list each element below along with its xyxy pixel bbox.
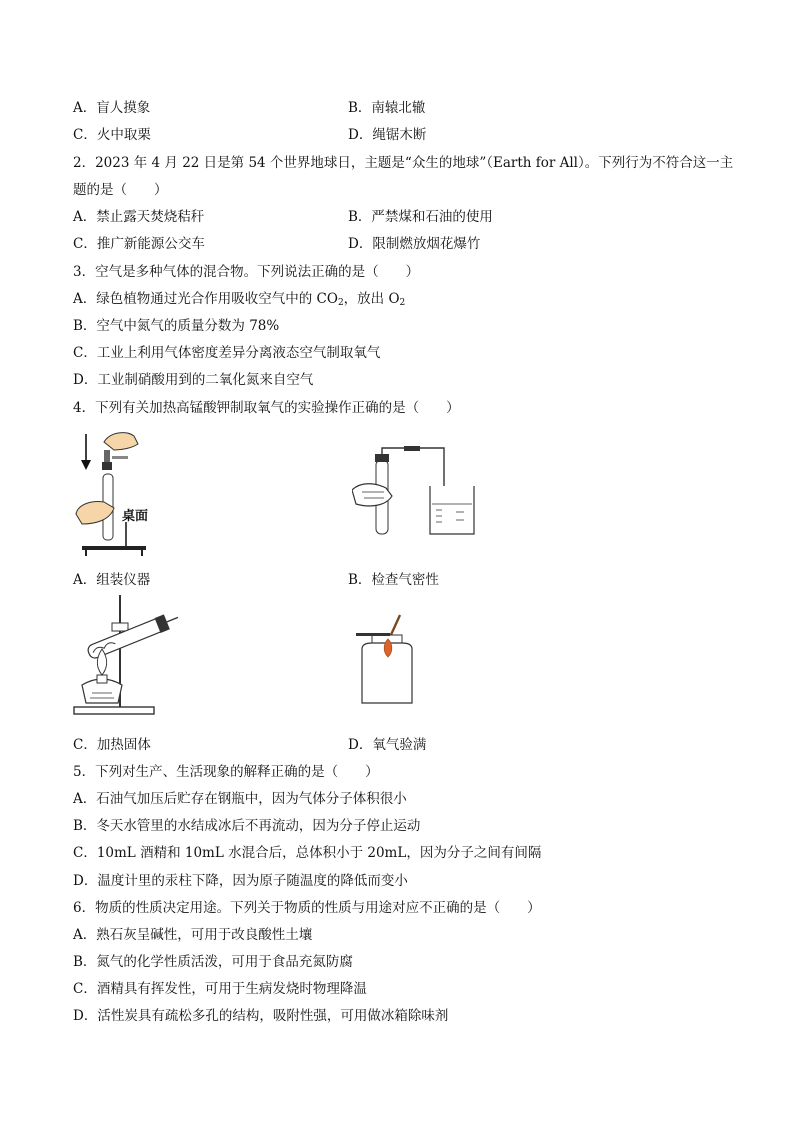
q2-option-d: D．限制燃放烟花爆竹 [348, 236, 481, 252]
q1-option-c: C．火中取栗 [73, 127, 151, 143]
q5-option-b: B．冬天水管里的水结成冰后不再流动，因为分子停止运动 [73, 818, 421, 834]
q4-option-b: B．检查气密性 [348, 572, 439, 588]
q6-option-c: C．酒精具有挥发性，可用于生病发烧时物理降温 [73, 981, 367, 997]
q3-stem: 3．空气是多种气体的混合物。下列说法正确的是（ ） [73, 264, 420, 280]
q6-stem: 6．物质的性质决定用途。下列关于物质的性质与用途对应不正确的是（ ） [73, 900, 541, 916]
figure-check-airtightness [352, 446, 480, 538]
figure-assemble-apparatus [74, 428, 154, 556]
q1-option-b: B．南辕北辙 [348, 100, 426, 116]
q1-option-d: D．绳锯木断 [348, 127, 427, 143]
q6-option-a: A．熟石灰呈碱性，可用于改良酸性土壤 [73, 927, 313, 943]
q4-option-d: D．氧气验满 [348, 737, 427, 753]
q2-stem-line2: 题的是（ ） [73, 182, 168, 198]
q6-option-b: B．氮气的化学性质活泼，可用于食品充氮防腐 [73, 954, 353, 970]
q3-option-b: B．空气中氮气的质量分数为 78% [73, 318, 280, 334]
q6-option-d: D．活性炭具有疏松多孔的结构，吸附性强，可用做冰箱除味剂 [73, 1008, 449, 1024]
q5-option-d: D．温度计里的汞柱下降，因为原子随温度的降低而变小 [73, 873, 408, 889]
desk-label: 桌面 [122, 509, 149, 524]
q4-stem: 4．下列有关加热高锰酸钾制取氧气的实验操作正确的是（ ） [73, 400, 460, 416]
q3-option-a: A．绿色植物通过光合作用吸收空气中的 $CO_2$，放出 $O_2$ [73, 291, 406, 308]
q3-option-d: D．工业制硝酸用到的二氧化氮来自空气 [73, 372, 314, 388]
q2-option-a: A．禁止露天焚烧秸秆 [73, 209, 205, 225]
q4-option-a: A．组装仪器 [73, 572, 151, 588]
figure-heat-solid [72, 593, 184, 719]
q2-option-c: C．推广新能源公交车 [73, 236, 205, 252]
q2-option-b: B．严禁煤和石油的使用 [348, 209, 493, 225]
q4-option-c: C．加热固体 [73, 737, 151, 753]
figure-oxygen-full-test [356, 613, 420, 707]
q3-option-c: C．工业上利用气体密度差异分离液态空气制取氧气 [73, 345, 381, 361]
q1-option-a: A．盲人摸象 [73, 100, 151, 116]
q5-option-a: A．石油气加压后贮存在钢瓶中，因为气体分子体积很小 [73, 791, 407, 807]
q2-stem-line1: 2．2023 年 4 月 22 日是第 54 个世界地球日，主题是“众生的地球”（Earth for All）。下列行为不符合这一主 [73, 155, 734, 171]
q5-option-c: C．10mL 酒精和 10mL 水混合后，总体积小于 20mL，因为分子之间有间隔 [73, 845, 542, 861]
q5-stem: 5．下列对生产、生活现象的解释正确的是（ ） [73, 764, 379, 780]
